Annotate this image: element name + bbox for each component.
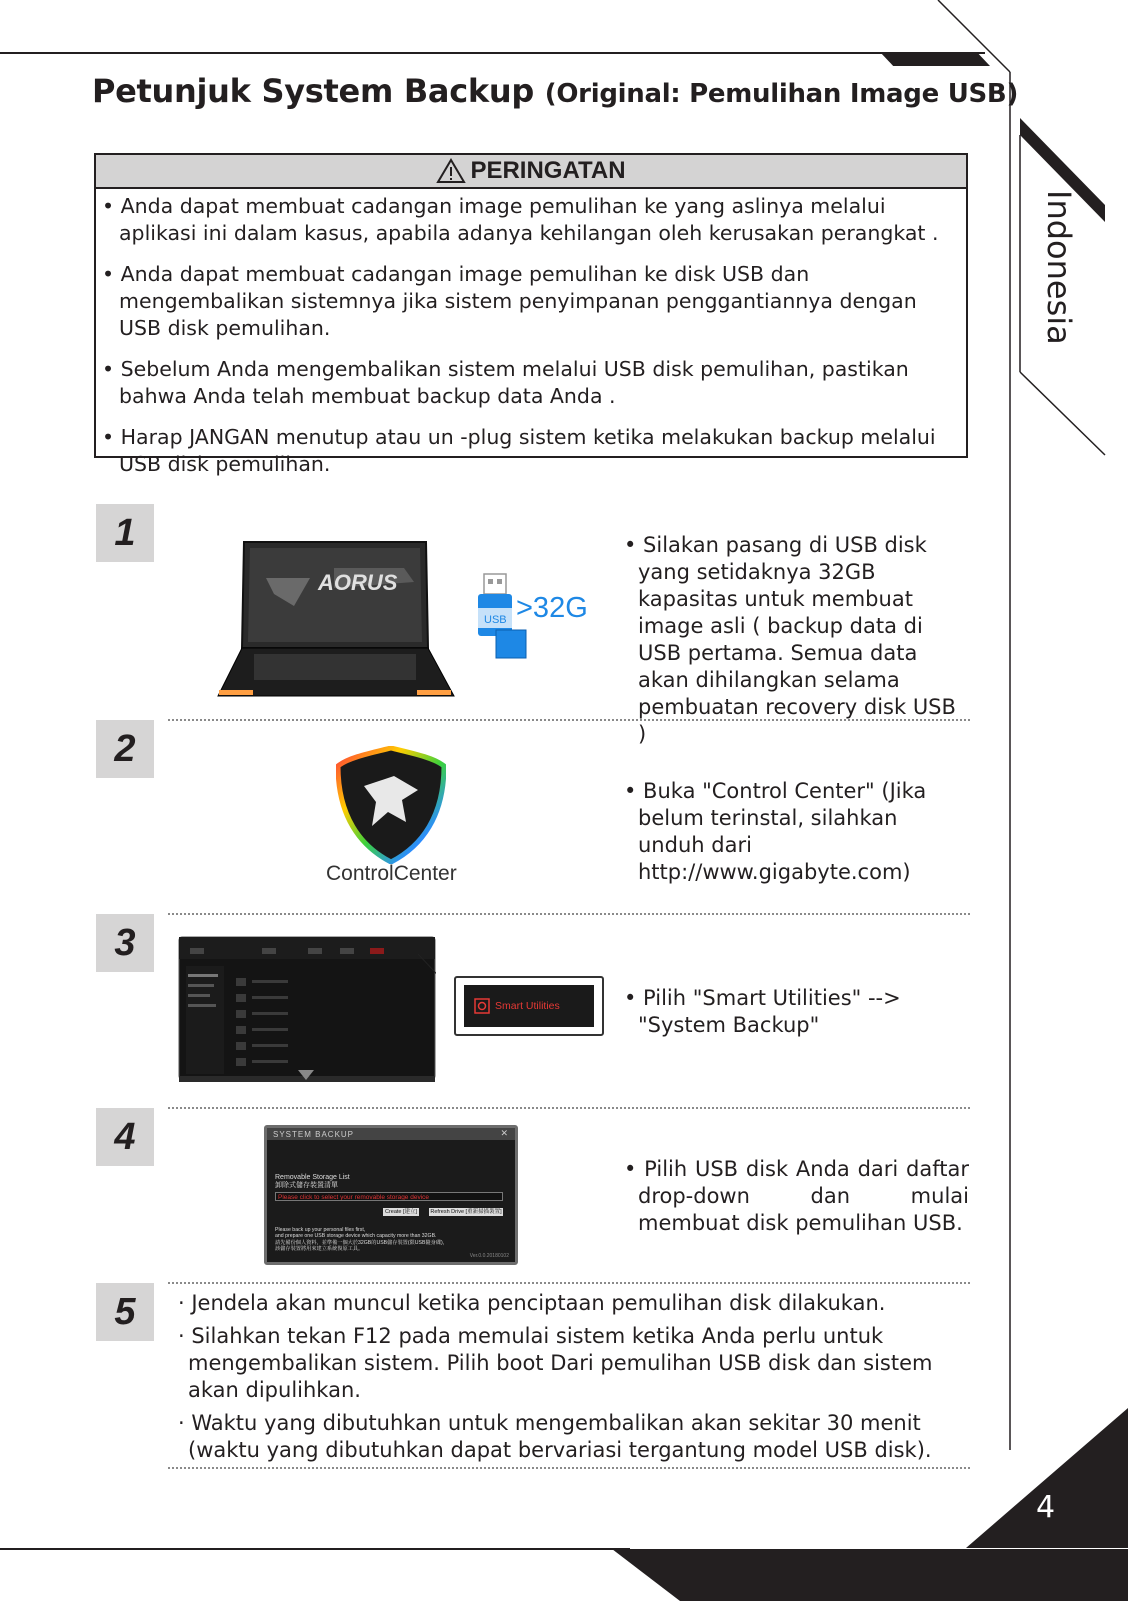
step-text bbox=[178, 1290, 968, 1470]
step-divider bbox=[168, 1282, 970, 1284]
step-text bbox=[624, 778, 969, 886]
warning-list bbox=[102, 193, 960, 492]
warning-item: • Harap JANGAN menutup atau un -plug sistem ketika melakukan backup melalui USB disk pemulihan. bbox=[102, 425, 936, 476]
step-divider bbox=[168, 913, 970, 915]
step-text bbox=[624, 1156, 969, 1237]
step-bullet: · Waktu yang dibutuhkan untuk mengembalikan akan sekitar 30 menit (waktu yang dibutuhkan dapat bervariasi tergantung model USB disk). bbox=[178, 1411, 932, 1462]
dialog-note-line: 請先備份個人資料，並準備一個大於32GB的USB儲存裝置(限USB隨身碟)， bbox=[275, 1239, 448, 1246]
control-center-icon bbox=[336, 746, 446, 864]
step-number: 5 bbox=[96, 1283, 154, 1341]
step-number: 3 bbox=[96, 914, 154, 972]
close-icon[interactable]: ✕ bbox=[500, 1128, 509, 1138]
dialog-titlebar bbox=[267, 1128, 515, 1140]
step-bullet: · Silahkan tekan F12 pada memulai sistem ketika Anda perlu untuk mengembalikan sistem. Pilih boot Dari pemulihan USB disk dan sistem akan dipulihkan. bbox=[178, 1324, 933, 1402]
step-number: 4 bbox=[96, 1108, 154, 1166]
system-backup-dialog bbox=[264, 1125, 518, 1265]
dialog-note-line: and prepare one USB storage device which capacity more than 32GB. bbox=[275, 1233, 437, 1240]
laptop-image bbox=[214, 538, 460, 704]
page-title bbox=[92, 72, 1018, 110]
step-bullet: • Buka "Control Center" (Jika belum terinstal, silahkan unduh dari http://www.gigabyte.com) bbox=[624, 779, 927, 884]
step-bullet: • Silakan pasang di USB disk yang setidaknya 32GB kapasitas untuk membuat image asli ( backup data di USB pertama. Semua data akan dihilangkan selama pembuatan recovery disk USB ) bbox=[624, 533, 956, 746]
step-bullet: · Jendela akan muncul ketika penciptaan pemulihan disk dilakukan. bbox=[178, 1291, 886, 1315]
step-bullet: • Pilih "Smart Utilities" --> "System Backup" bbox=[624, 986, 901, 1037]
control-center-label: ControlCenter bbox=[326, 862, 457, 885]
usb-size-label: >32G bbox=[516, 592, 588, 624]
refresh-drive-button[interactable]: Refresh Drive [重新掃描裝置] bbox=[430, 1209, 502, 1215]
smart-utilities-icon bbox=[474, 998, 490, 1014]
dialog-note-line: Please back up your personal files first, bbox=[275, 1227, 366, 1233]
storage-list-label-zh: 卸除式儲存裝置清單 bbox=[275, 1182, 338, 1189]
usb-label: USB bbox=[484, 614, 507, 626]
laptop-brand-text: AORUS bbox=[318, 570, 398, 595]
step-divider bbox=[168, 719, 970, 721]
warning-item: • Anda dapat membuat cadangan image pemulihan ke disk USB dan mengembalikan sistemnya jika sistem penyimpanan penggantiannya dengan USB disk pemulihan. bbox=[102, 262, 917, 340]
smart-utilities-label: Smart Utilities bbox=[495, 1000, 560, 1012]
dialog-note-line: 該儲存裝置將用來建立系統復原工具。 bbox=[275, 1246, 364, 1253]
step-bullet: • Pilih USB disk Anda dari daftar drop-down dan mulai membuat disk pemulihan USB. bbox=[624, 1157, 969, 1235]
dialog-title: SYSTEM BACKUP bbox=[273, 1129, 355, 1139]
step-divider bbox=[168, 1467, 970, 1469]
dialog-note bbox=[275, 1227, 511, 1253]
control-center-screenshot bbox=[178, 936, 436, 1084]
page-number: 4 bbox=[1036, 1490, 1056, 1525]
step-divider bbox=[168, 1107, 970, 1109]
page-title-main: Petunjuk System Backup bbox=[92, 72, 534, 110]
top-rule bbox=[0, 52, 985, 54]
step-number: 2 bbox=[96, 720, 154, 778]
page-title-sub: (Original: Pemulihan Image USB) bbox=[544, 79, 1019, 109]
warning-item: • Anda dapat membuat cadangan image pemulihan ke yang aslinya melalui aplikasi ini dalam kasus, apabila adanya kehilangan oleh kerusakan perangkat . bbox=[102, 194, 939, 245]
bottom-decoration bbox=[0, 1540, 1128, 1601]
step-text bbox=[624, 985, 969, 1039]
dialog-version: Ver.0.0.20180102 bbox=[469, 1253, 509, 1259]
create-button[interactable]: Create [建立] bbox=[384, 1209, 418, 1215]
step-text bbox=[624, 532, 969, 748]
warning-box bbox=[94, 153, 968, 476]
step-number: 1 bbox=[96, 504, 154, 562]
language-tab: Indonesia bbox=[1040, 190, 1078, 345]
warning-title: PERINGATAN bbox=[470, 157, 626, 184]
storage-list-label-en: Removable Storage List bbox=[275, 1174, 350, 1181]
smart-utilities-callout bbox=[454, 976, 604, 1036]
smart-utilities-button bbox=[464, 985, 594, 1027]
warning-header bbox=[96, 155, 966, 189]
storage-dropdown[interactable]: Please click to select your removable storage device bbox=[275, 1192, 503, 1201]
warning-item: • Sebelum Anda mengembalikan sistem melalui USB disk pemulihan, pastikan bahwa Anda telah membuat backup data Anda . bbox=[102, 357, 909, 408]
warning-icon bbox=[436, 158, 466, 184]
storage-list-label bbox=[275, 1174, 350, 1190]
